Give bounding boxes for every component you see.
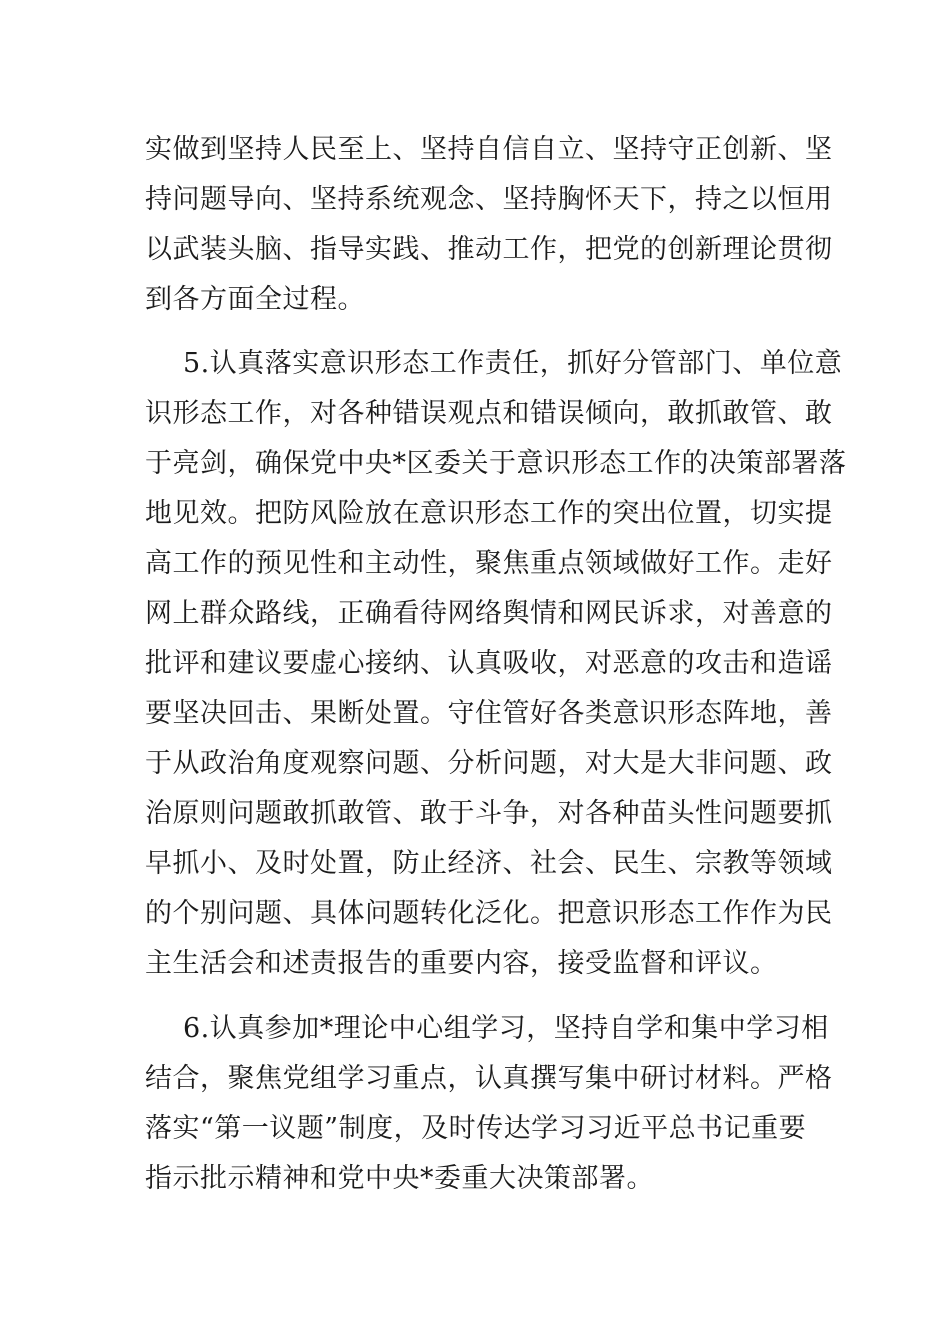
paragraph-line: 于亮剑，确保党中央*区委关于意识形态工作的决策部署落 [145, 448, 847, 479]
paragraph-line: 高工作的预见性和主动性，聚焦重点领域做好工作。走好 [145, 548, 833, 579]
paragraph-line: 要坚决回击、果断处置。守住管好各类意识形态阵地，善 [145, 698, 833, 729]
paragraph-line: 于从政治角度观察问题、分析问题，对大是大非问题、政 [145, 748, 833, 779]
paragraph-line: 指示批示精神和党中央*委重大决策部署。 [145, 1163, 654, 1194]
paragraph-line: 结合，聚焦党组学习重点，认真撰写集中研讨材料。严格 [145, 1063, 833, 1094]
paragraph-line: 批评和建议要虚心接纳、认真吸收，对恶意的攻击和造谣 [145, 648, 833, 679]
paragraph-line: 6.认真参加*理论中心组学习，坚持自学和集中学习相 [183, 1013, 829, 1044]
paragraph-line: 落实“第一议题”制度，及时传达学习习近平总书记重要 [145, 1113, 807, 1144]
paragraph-line: 早抓小、及时处置，防止经济、社会、民生、宗教等领域 [145, 848, 833, 879]
paragraph-line: 地见效。把防风险放在意识形态工作的突出位置，切实提 [145, 498, 833, 529]
paragraph-line: 治原则问题敢抓敢管、敢于斗争，对各种苗头性问题要抓 [145, 798, 833, 829]
paragraph-line: 网上群众路线，正确看待网络舆情和网民诉求，对善意的 [145, 598, 833, 629]
paragraph-line: 5.认真落实意识形态工作责任，抓好分管部门、单位意 [183, 348, 843, 379]
paragraph-line: 持问题导向、坚持系统观念、坚持胸怀天下，持之以恒用 [145, 184, 833, 215]
paragraph-line: 识形态工作，对各种错误观点和错误倾向，敢抓敢管、敢 [145, 398, 833, 429]
paragraph-line: 实做到坚持人民至上、坚持自信自立、坚持守正创新、坚 [145, 134, 833, 165]
paragraph-line: 以武装头脑、指导实践、推动工作，把党的创新理论贯彻 [145, 234, 833, 265]
paragraph-line: 主生活会和述责报告的重要内容，接受监督和评议。 [145, 948, 778, 979]
paragraph-line: 的个别问题、具体问题转化泛化。把意识形态工作作为民 [145, 898, 833, 929]
paragraph-line: 到各方面全过程。 [145, 284, 365, 315]
